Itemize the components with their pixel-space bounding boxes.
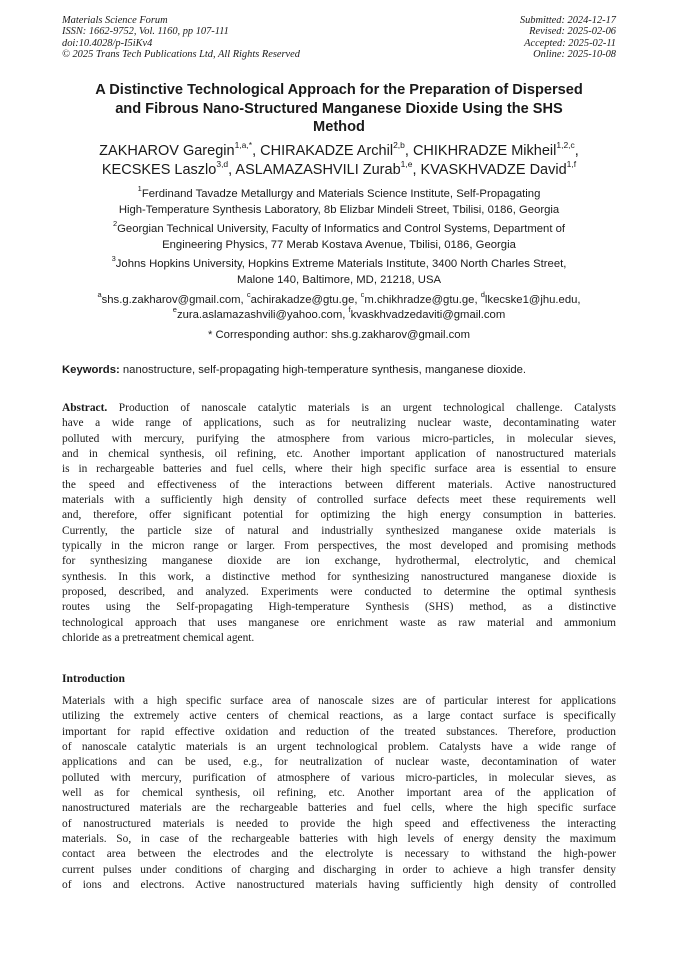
abstract-line: materials with a sufficiently high density of controlled surface defects meet these requirements well [62,493,616,506]
abstract-line: the speed and effectiveness of the interactions between different materials. Active nanostructured [62,478,616,491]
keywords-text: nanostructure, self-propagating high-temperature synthesis, manganese dioxide. [119,364,527,376]
author-name: , CHIKHRADZE Mikheil [404,143,557,159]
abstract-text: Production of nanoscale catalytic materials is an urgent technological challenge. Catalysts [107,402,616,414]
author-name: , KVASKHVADZE David [412,162,567,178]
email-link[interactable]: kvaskhvadzedaviti@gmail.com [350,309,506,322]
intro-line: polluted with mercury, purification of atmosphere of various micro-particles, in molecular sieves, as [62,771,616,784]
intro-line: utilizing the extremely active centers of chemical reactions, as a large contact surface is specifically [62,710,616,723]
online-date: Online: 2025-10-08 [533,49,616,61]
author-line [50,142,628,161]
doi[interactable]: doi:10.4028/p-I5iKv4 [62,37,153,49]
intro-line: current pulses under conditions of charging and discharging in order to achieve a high transfer density [62,863,616,876]
abstract-line: Currently, the particle size of natural and industrially synthesized manganese oxide materials is [62,524,616,537]
author-name: , CHIRAKADZE Archil [252,143,394,159]
email-link[interactable]: zura.aslamazashvili@yahoo.com, [176,309,349,322]
intro-line: nanostructured materials are the rechargeable batteries and fuel cells, where the high specific surface [62,802,616,815]
author-line [50,161,628,180]
copyright: © 2025 Trans Tech Publications Ltd, All Rights Reserved [62,49,300,61]
abstract-line: technological approach that uses manganese ore enrichment waste as raw material and ammonium [62,616,616,629]
issn-volume: ISSN: 1662-9752, Vol. 1160, pp 107-111 [62,26,229,38]
title-line: A Distinctive Technological Approach for the Preparation of Dispersed [95,82,583,98]
affiliation-3 [62,254,616,288]
email-sup: c [360,290,365,300]
title-line: and Fibrous Nano-Structured Manganese Dioxide Using the SHS [115,100,563,117]
affiliation-line [62,184,616,203]
email-sup: c [246,290,251,300]
intro-line: Materials with a high specific surface area of nanoscale sizes are of particular interest for applications [62,695,616,707]
email-sup: a [97,290,102,300]
email-link[interactable]: shs.g.zakharov@gmail.com, [101,294,247,306]
affiliation-sup: 2 [112,219,118,229]
abstract [62,401,616,646]
abstract-label: Abstract. [62,402,108,414]
affiliation-line: Engineering Physics, 77 Merab Kostava Avenue, Tbilisi, 0186, Georgia [162,238,516,251]
affiliation-sup: 3 [111,254,116,264]
accepted-date: Accepted: 2025-02-11 [524,37,616,49]
affiliation-text: Ferdinand Tavadze Metallurgy and Materials Science Institute, Self-Propagating [141,188,541,200]
abstract-line: typically in the micron range or larger. From perspectives, the most developed and promising methods [62,539,616,552]
abstract-line: have a wide range of applications, such as for neutralizing nuclear waste, decontaminating water [62,417,616,430]
author-sup: 1,e [400,159,413,170]
abstract-line: synthesis. In this work, a distinctive method for synthesizing nanostructured manganese dioxide is [62,570,616,583]
journal-header-left [62,15,300,61]
email-link[interactable]: achirakadze@gtu.ge, [250,294,361,306]
journal-name: Materials Science Forum [62,15,168,26]
author-name: ZAKHAROV Garegin [99,143,235,159]
introduction-body [62,694,616,893]
email-link[interactable]: lkecske1@jhu.edu, [484,294,581,306]
revised-date: Revised: 2025-02-06 [529,26,616,38]
journal-header-right [520,15,616,61]
email-sup: e [172,305,177,315]
abstract-line: proposed, described, and analyzed. Experiments were conducted to determine the optimal synthesis [62,585,616,598]
affiliation-sup: 1 [137,184,142,194]
intro-line: materials. So, in case of the rechargeable batteries with high levels of energy density the maximum [62,832,616,845]
author-sep: , [574,143,579,159]
intro-line: applications and can be used, e.g., for neutralization of nuclear waste, decontamination of water [62,756,616,769]
keywords-label: Keywords: [62,364,120,376]
affiliation-1 [62,184,616,218]
author-sup: 1,a,* [234,140,253,151]
email-link[interactable]: m.chikhradze@gtu.ge, [364,294,481,306]
email-sup: f [348,305,351,315]
author-sup: 1,f [566,159,577,170]
affiliation-line: Malone 140, Baltimore, MD, 21218, USA [236,273,442,286]
author-name: KECSKES Laszlo [101,162,217,178]
email-line [50,290,628,308]
affiliation-line: High-Temperature Synthesis Laboratory, 8b Elizbar Mindeli Street, Tbilisi, 0186, Georgia [118,203,560,216]
introduction-heading: Introduction [62,672,125,685]
abstract-line: and in chemical synthesis, oil refining, etc. Another important application of nanostructured materials [62,447,616,460]
email-sup: d [480,290,485,300]
submitted-date: Submitted: 2024-12-17 [519,15,616,26]
corresponding-author: * Corresponding author: shs.g.zakharov@gmail.com [207,329,470,341]
author-name: , ASLAMAZASHVILI Zurab [228,162,401,178]
affiliation-line [62,219,616,238]
abstract-line: chloride as a pretreatment chemical agent. [62,631,255,644]
intro-line: contact area between the electrodes and the electrolyte is necessary to withstand the high-power [62,848,616,861]
abstract-line: polluted with mercury, purifying the atmosphere from various micro-particles, in molecular sieves, [62,432,616,445]
author-sup: 3,d [216,159,229,170]
affiliation-2 [62,219,616,253]
affiliation-line [62,254,616,273]
intro-line: of ions and electrons. Active nanostructured materials having sufficiently high density of controlled [62,878,616,891]
affiliation-text: Johns Hopkins University, Hopkins Extreme Materials Institute, 3400 North Charles Street, [115,258,567,270]
abstract-line: for synthesizing manganese dioxide are ion exchange, hydrothermal, electrolytic, and chemical [62,555,616,568]
abstract-line [62,401,616,416]
paper-title [62,81,616,137]
abstract-line: routes using the Self-propagating High-temperature Synthesis (SHS) method, as a distinctive [62,601,616,614]
abstract-line: and, therefore, offer significant potential for optimizing the high energy consumption in batteries. [62,509,616,522]
author-sup: 1,2,c [556,140,575,151]
title-line: Method [313,119,365,135]
author-list [50,142,628,180]
affiliation-text: Georgian Technical University, Faculty of Informatics and Control Systems, Department of [117,223,566,235]
keywords [62,363,616,378]
intro-line: of nanoscale catalytic materials is an urgent technological problem. Catalysts have a wide range of [62,740,616,753]
email-list [50,290,628,323]
intro-line: well as for chemical synthesis, oil refining, etc. Another important area of the application of [62,786,616,799]
intro-line: important for rapid effective oxidation and reduction of the treated substances. Therefore, production [62,725,616,738]
author-sup: 2,b [393,140,405,151]
email-line [50,305,628,323]
intro-line: of nanostructured materials is needed to provide the high speed and effectiveness the interacting [62,817,616,830]
abstract-line: is in rechargeable batteries and fuel cells, where their high specific surface area is essential to ensure [62,463,616,476]
